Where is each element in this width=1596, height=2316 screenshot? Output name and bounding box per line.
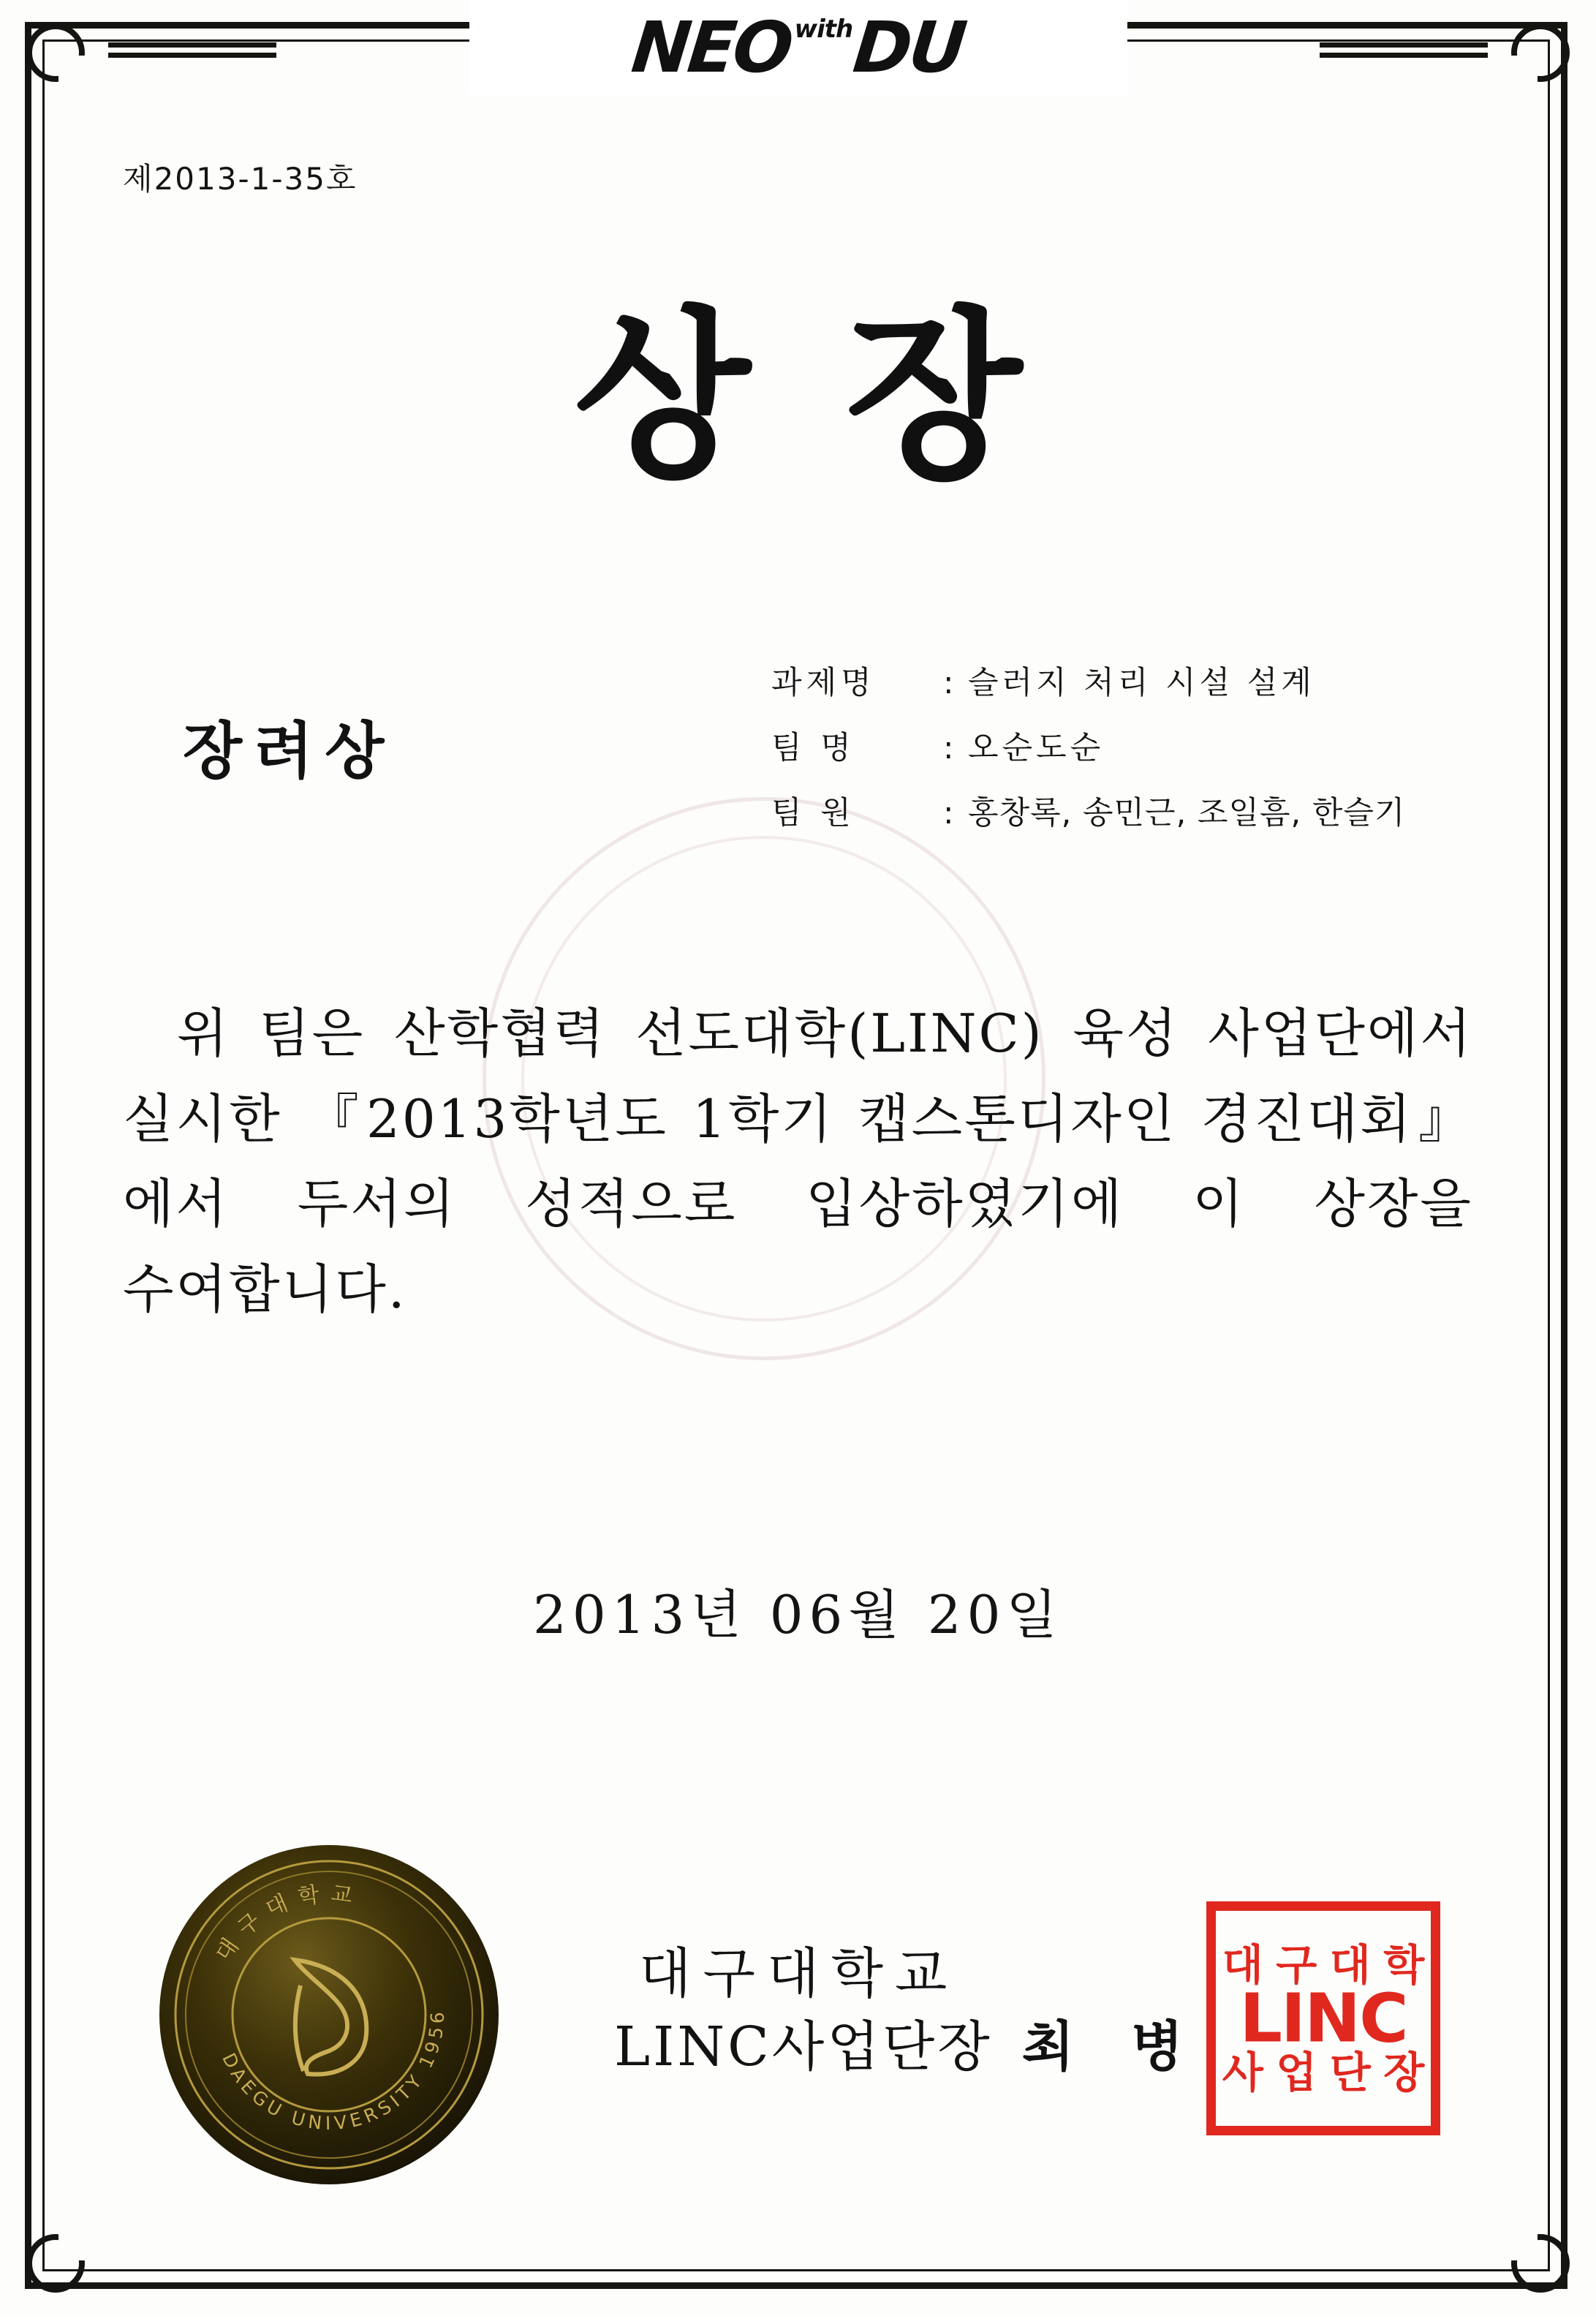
page-title: 상장 bbox=[574, 288, 1117, 503]
stamp-char-4: 사 bbox=[1222, 2047, 1263, 2097]
svg-text:대구대학교: 대구대학교 bbox=[211, 1880, 365, 1966]
detail-label-project: 과제명 bbox=[771, 665, 876, 701]
corner-ornament-bottom-left bbox=[22, 2221, 98, 2297]
svg-text:DAEGU UNIVERSITY 1956: DAEGU UNIVERSITY 1956 bbox=[218, 2007, 449, 2135]
corner-ornament-top-left bbox=[22, 19, 98, 95]
logo-text-neo: NEO bbox=[628, 7, 795, 88]
logo-text-du: DU bbox=[850, 7, 968, 88]
stamp-char-7: 장 bbox=[1383, 2047, 1425, 2097]
certificate-body bbox=[123, 991, 1473, 1332]
stamp-char-3: 학 bbox=[1383, 1939, 1425, 1990]
stamp-char-2: 대 bbox=[1329, 1939, 1371, 1990]
university-gold-seal bbox=[157, 1843, 501, 2187]
decorative-dashes-right bbox=[1320, 42, 1488, 64]
signature-block bbox=[614, 1938, 1202, 2084]
brand-logo bbox=[469, 0, 1127, 95]
document-number: 제2013-1-35호 bbox=[123, 161, 358, 197]
detail-row-project bbox=[771, 658, 1502, 703]
detail-value-members: 홍창록, 송민근, 조일흠, 한슬기 bbox=[968, 795, 1406, 831]
detail-row-team-name bbox=[771, 723, 1502, 768]
stamp-char-6: 단 bbox=[1329, 2047, 1371, 2097]
corner-ornament-bottom-right bbox=[1498, 2221, 1574, 2297]
logo-text-with: with bbox=[794, 15, 853, 44]
detail-label-team-name: 팀 명 bbox=[771, 730, 855, 766]
stamp-char-1: 구 bbox=[1276, 1939, 1317, 1990]
signature-person-name: 최 병 bbox=[1021, 2015, 1203, 2078]
detail-label-members: 팀 원 bbox=[771, 795, 855, 831]
detail-row-members bbox=[771, 788, 1502, 833]
issue-date: 2013년 06월 20일 bbox=[533, 1584, 1063, 1645]
decorative-dashes-left bbox=[108, 42, 276, 64]
detail-colon-team-name: : bbox=[943, 730, 954, 766]
detail-colon-members: : bbox=[943, 795, 954, 831]
certificate-body-paragraph: 위 팀은 산학협력 선도대학(LINC) 육성 사업단에서 실시한 『2013학년도 1학기 캡스톤디자인 경진대회』에서 두서의 성적으로 입상하였기에 이 상장을 수여합니다. bbox=[123, 1003, 1473, 1320]
signature-title-row bbox=[614, 2011, 1202, 2084]
detail-value-team-name: 오순도순 bbox=[968, 730, 1105, 766]
award-name: 장려상 bbox=[183, 714, 396, 787]
stamp-char-5: 업 bbox=[1276, 2047, 1317, 2097]
corner-ornament-top-right bbox=[1498, 19, 1574, 95]
stamp-char-0: 대 bbox=[1222, 1939, 1263, 1990]
detail-value-project: 슬러지 처리 시설 설계 bbox=[968, 665, 1315, 701]
official-red-stamp bbox=[1206, 1901, 1440, 2135]
stamp-center-text: LINC bbox=[1239, 1979, 1407, 2058]
signature-organization: 대구대학교 bbox=[639, 1942, 959, 2005]
detail-colon-project: : bbox=[943, 665, 954, 701]
signature-title: LINC사업단장 bbox=[614, 2015, 993, 2078]
award-details bbox=[771, 658, 1502, 853]
